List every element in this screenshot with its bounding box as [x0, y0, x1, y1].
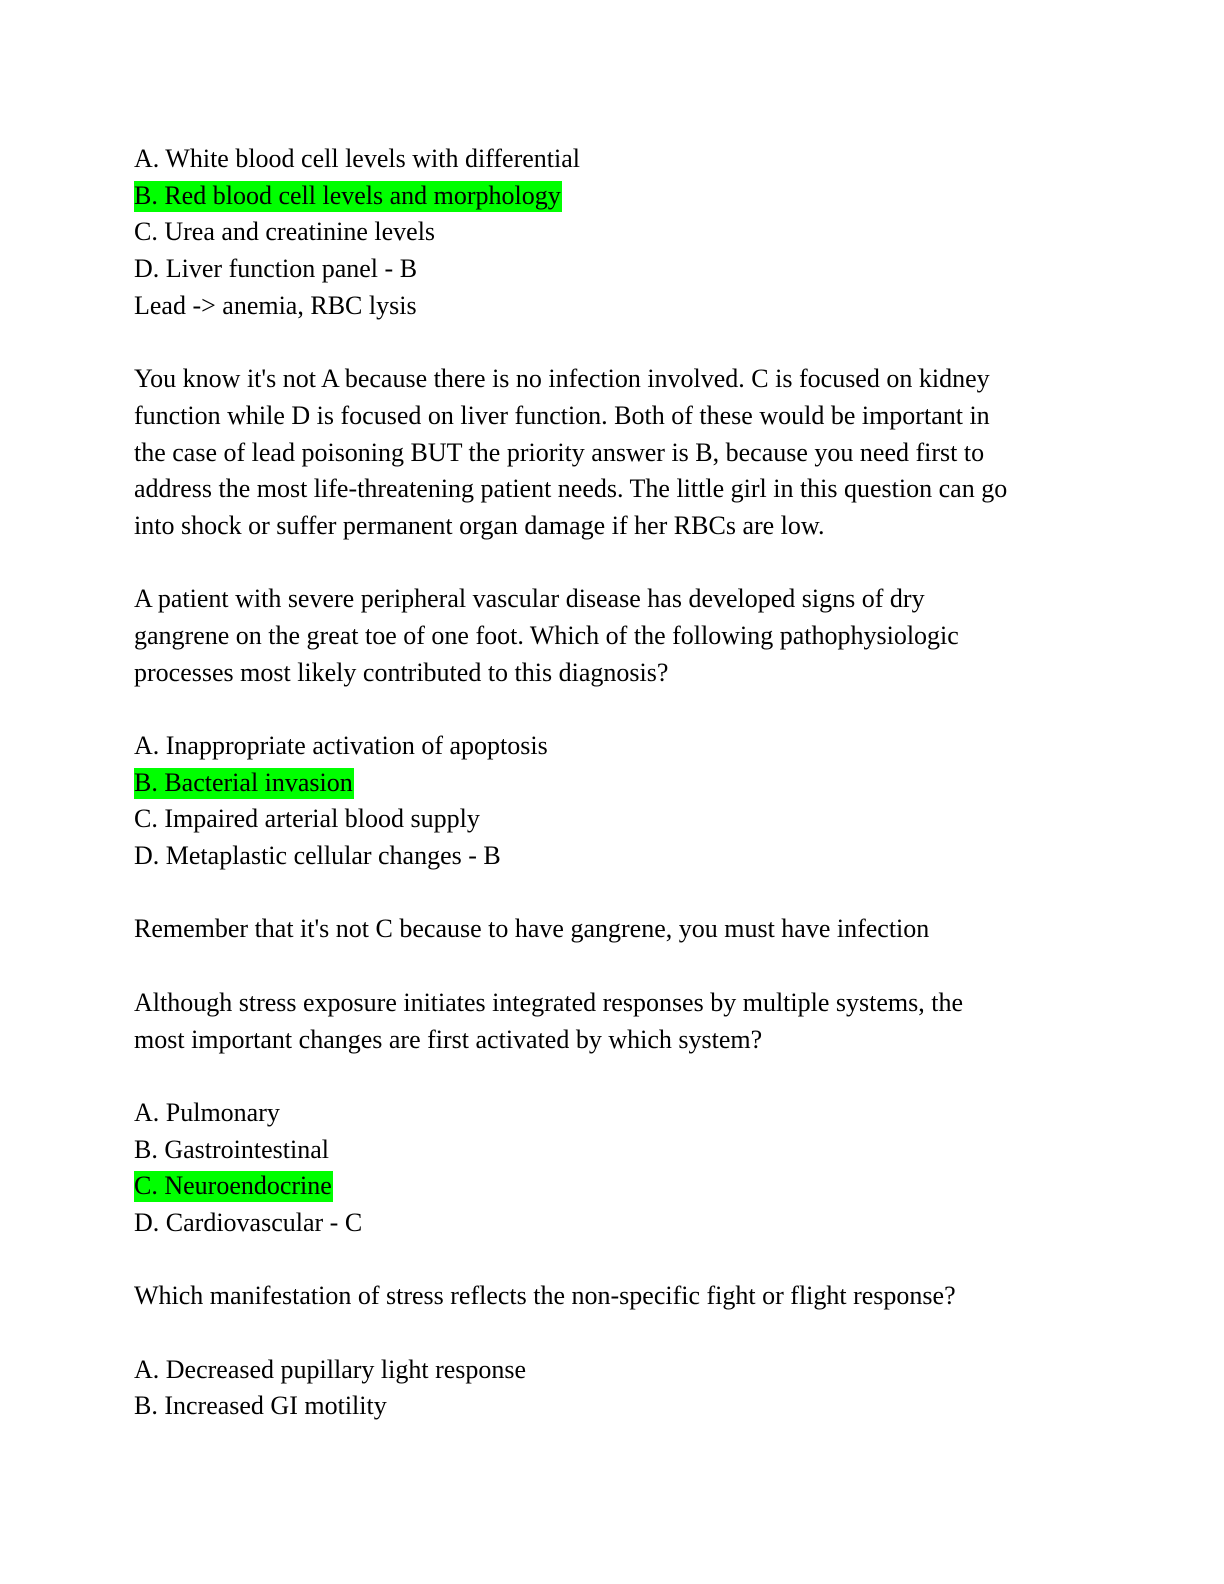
- q1-explanation-line: address the most life-threatening patient needs. The little girl in this question can go: [134, 474, 1008, 504]
- q2-option-b-highlight: B. Bacterial invasion: [134, 767, 353, 797]
- paragraph-gap: [134, 1315, 1094, 1352]
- paragraph-gap: [134, 1242, 1094, 1279]
- q2-option-d: D. Metaplastic cellular changes - B: [134, 841, 501, 871]
- paragraph-gap: [134, 545, 1094, 582]
- q4-options: [134, 1352, 1094, 1425]
- q2-option-b: [134, 765, 1094, 802]
- q3-option-d: D. Cardiovascular - C: [134, 1207, 363, 1237]
- paragraph-gap: [134, 875, 1094, 912]
- q1-option-a: A. White blood cell levels with differential: [134, 144, 580, 173]
- q2-question-line: processes most likely contributed to this diagnosis?: [134, 657, 669, 687]
- q1-explanation: [134, 361, 1094, 544]
- q4-option-a: A. Decreased pupillary light response: [134, 1354, 527, 1384]
- paragraph-gap: [134, 1058, 1094, 1095]
- q1-explanation-line: into shock or suffer permanent organ damage if her RBCs are low.: [134, 510, 825, 540]
- q2-question-line: A patient with severe peripheral vascular disease has developed signs of dry: [134, 584, 925, 614]
- q3-option-a: A. Pulmonary: [134, 1097, 280, 1127]
- q2-explanation: Remember that it's not C because to have gangrene, you must have infection: [134, 914, 930, 944]
- q3-question-line: Although stress exposure initiates integrated responses by multiple systems, the: [134, 987, 963, 1017]
- q3-option-c: [134, 1168, 1094, 1205]
- q2-question-line: gangrene on the great toe of one foot. Which of the following pathophysiologic: [134, 620, 959, 650]
- q1-explanation-line: You know it's not A because there is no infection involved. C is focused on kidney: [134, 364, 990, 394]
- document-page: [134, 141, 1094, 1425]
- q1-explanation-line: the case of lead poisoning BUT the priority answer is B, because you need first to: [134, 437, 985, 467]
- q3-question-line: most important changes are first activated by which system?: [134, 1024, 763, 1054]
- q1-options: [134, 141, 1094, 324]
- q2-option-c: C. Impaired arterial blood supply: [134, 804, 480, 834]
- q2-question: [134, 581, 1094, 691]
- paragraph-gap: [134, 691, 1094, 728]
- q1-option-b-highlight: B. Red blood cell levels and morphology: [134, 180, 561, 210]
- q4-question: Which manifestation of stress reflects the non-specific fight or flight response?: [134, 1281, 956, 1311]
- q3-option-b: B. Gastrointestinal: [134, 1134, 329, 1164]
- q4-option-b: B. Increased GI motility: [134, 1391, 387, 1421]
- q3-options: [134, 1095, 1094, 1242]
- q2-option-a: A. Inappropriate activation of apoptosis: [134, 731, 548, 760]
- q1-option-d: D. Liver function panel - B: [134, 254, 418, 284]
- q1-option-c: C. Urea and creatinine levels: [134, 217, 436, 247]
- q1-explanation-line: function while D is focused on liver function. Both of these would be important in: [134, 400, 990, 430]
- q3-question: [134, 985, 1094, 1058]
- q1-note: Lead -> anemia, RBC lysis: [134, 290, 417, 320]
- q1-option-b: [134, 178, 1094, 215]
- q2-options: [134, 728, 1094, 875]
- paragraph-gap: [134, 948, 1094, 985]
- q3-option-c-highlight: C. Neuroendocrine: [134, 1171, 332, 1201]
- paragraph-gap: [134, 324, 1094, 361]
